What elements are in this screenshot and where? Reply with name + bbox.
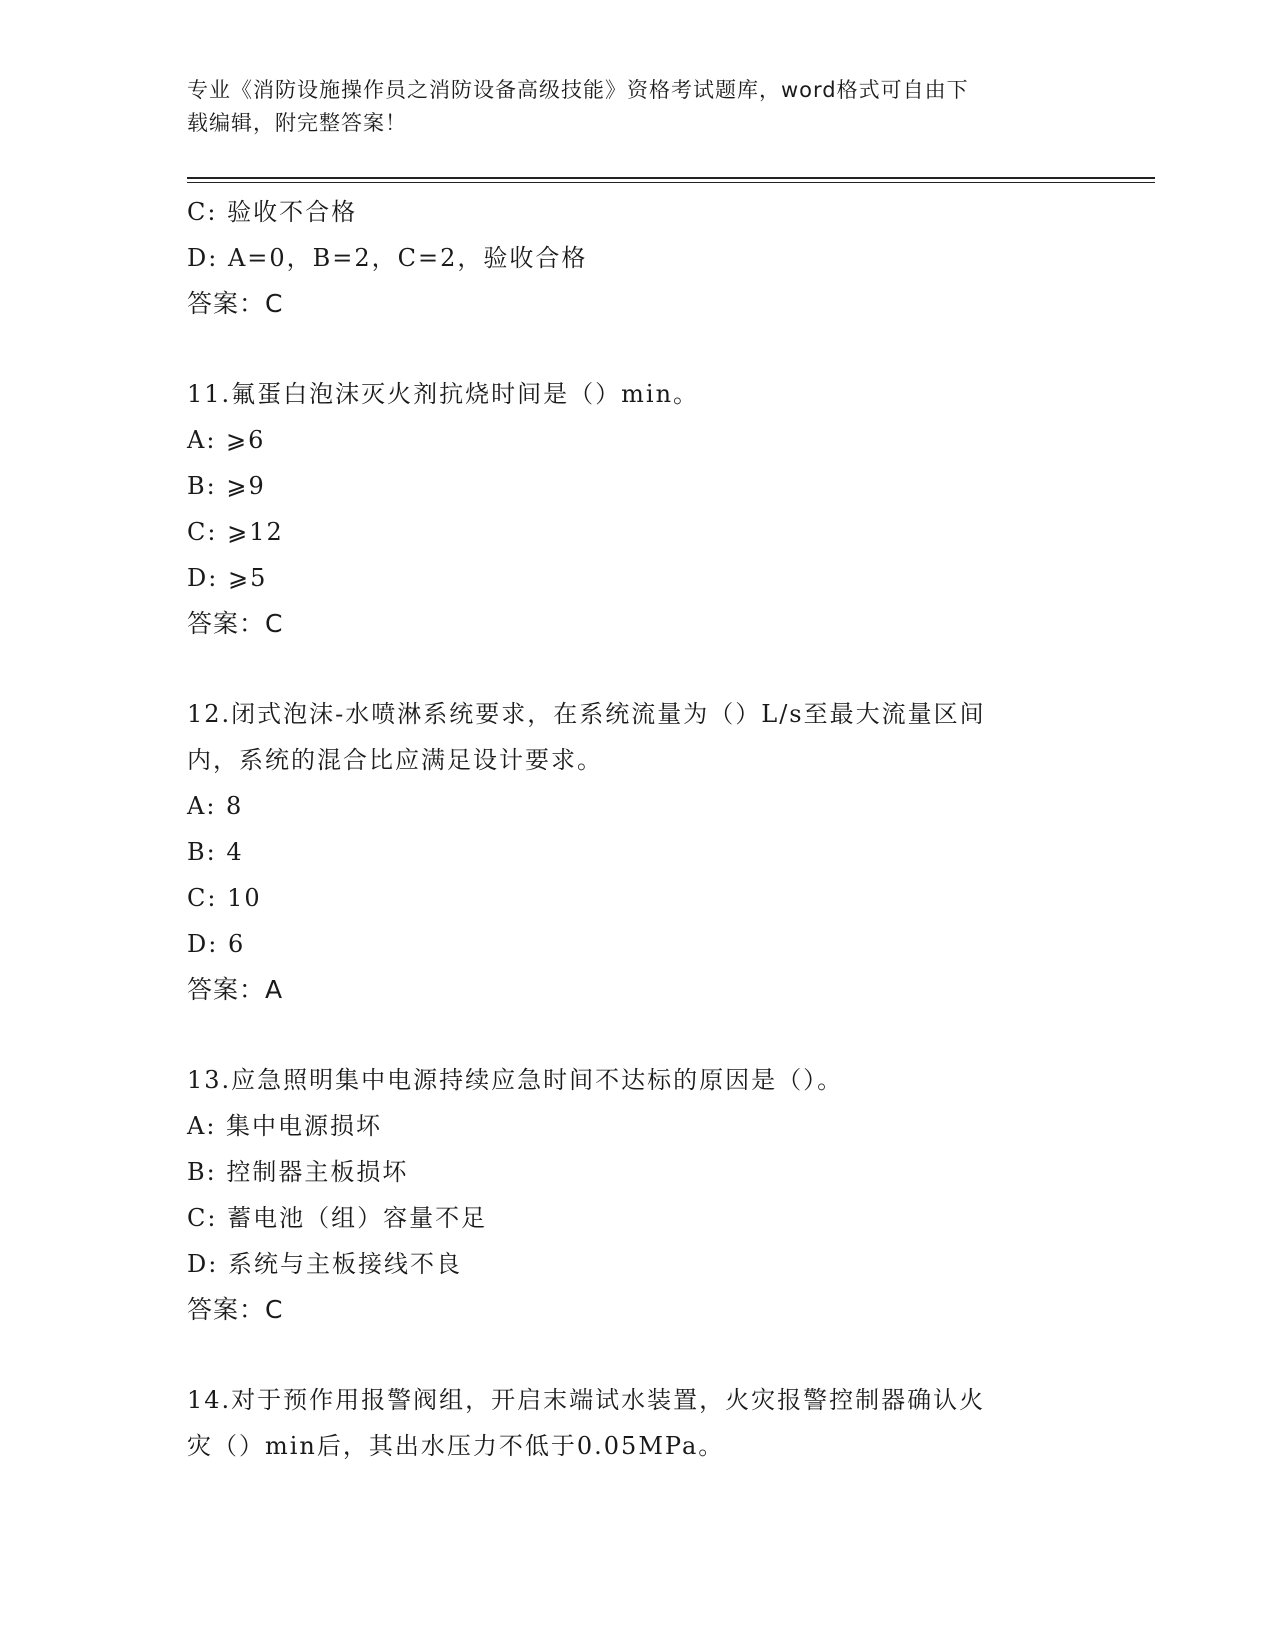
- question-block-10: [187, 189, 1087, 327]
- option-d: D: A=0，B=2，C=2，验收合格: [187, 244, 588, 272]
- answer-line: 答案：C: [187, 609, 284, 638]
- question-stem: 11.氟蛋白泡沫灭火剂抗烧时间是（）min。: [187, 380, 700, 408]
- option-d: D: ⩾5: [187, 564, 268, 592]
- question-block-14: [187, 1377, 1087, 1469]
- question-block-12: [187, 691, 1087, 1013]
- header-line-2: 载编辑，附完整答案！: [187, 111, 407, 135]
- answer-line: 答案：C: [187, 1295, 284, 1324]
- question-stem: 13.应急照明集中电源持续应急时间不达标的原因是（）。: [187, 1066, 844, 1094]
- option-a: A: ⩾6: [187, 426, 266, 454]
- header-divider-thin: [187, 182, 1155, 183]
- option-c: C: 蓄电池（组）容量不足: [187, 1204, 488, 1232]
- header-divider-thick: [187, 177, 1155, 179]
- option-d: D: 系统与主板接线不良: [187, 1250, 462, 1278]
- question-stem-continued: 灾（）min后，其出水压力不低于0.05MPa。: [187, 1432, 725, 1460]
- question-block-13: [187, 1057, 1087, 1333]
- option-d: D: 6: [187, 930, 246, 958]
- question-stem: 14.对于预作用报警阀组，开启末端试水装置，火灾报警控制器确认火: [187, 1386, 986, 1414]
- document-header: [187, 74, 1077, 140]
- document-body: [187, 189, 1087, 1469]
- option-c: C: 验收不合格: [187, 198, 358, 226]
- question-stem: 12.闭式泡沫-水喷淋系统要求，在系统流量为（）L/s至最大流量区间: [187, 700, 986, 728]
- question-block-11: [187, 371, 1087, 647]
- answer-line: 答案：A: [187, 975, 284, 1004]
- option-b: B: ⩾9: [187, 472, 266, 500]
- question-stem-continued: 内，系统的混合比应满足设计要求。: [187, 746, 603, 774]
- option-a: A: 8: [187, 792, 244, 820]
- option-b: B: 4: [187, 838, 244, 866]
- answer-line: 答案：C: [187, 289, 284, 318]
- option-c: C: ⩾12: [187, 518, 284, 546]
- option-b: B: 控制器主板损坏: [187, 1158, 409, 1186]
- option-c: C: 10: [187, 884, 262, 912]
- header-line-1: 专业《消防设施操作员之消防设备高级技能》资格考试题库，word格式可自由下: [187, 78, 969, 102]
- option-a: A: 集中电源损坏: [187, 1112, 383, 1140]
